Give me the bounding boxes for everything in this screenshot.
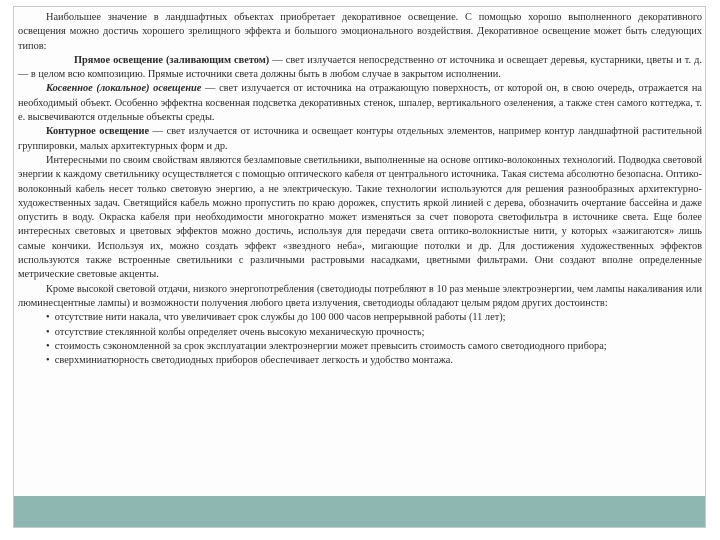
paragraph-fiber-optics: Интересными по своим свойствам являются безламповые светильники, выполненные на основе оптико-волоконных технологий. Подводка световой энергии к каждому светильнику осуществляется с помощью оптического кабеля от центрального источника. Такая система абсолютно безопасна. Оптико-волоконный кабель несет только световую энергию, а не электрическую. Такие технологии используются для решения разнообразных архитектурно-художественных задач. Светящийся кабель можно пропустить по краю дорожек, спустить яркой линией с дерева, обозначить очертание бассейна и даже опустить в воду. Окраска кабеля при необходимости многократно может изменяться за счет поворота светофильтра в источнике света. Еще более интересных световых и цветовых эффектов можно достичь, используя для передачи света оптико-волокнистые нити, у которых «зажигаются» лишь самые кончики. Используя их, можно создать эффект «звездного неба», мигающие потолки и др. Для достижения художественных эффектов используются также встроенные светильники с различными растровыми насадками, цветными фильтрами. Они создают вполне определенные метрические световые акценты.	[18, 154, 702, 281]
list-item: • отсутствие стеклянной колбы определяет очень высокую механическую прочность;	[46, 326, 425, 338]
bullet-icon: •	[46, 355, 50, 367]
document-page	[13, 6, 706, 528]
paragraph-direct-lighting: Прямое освещение (заливающим светом) — свет излучается непосредственно от источника и освещает деревья, кустарники, цветы и т. д. — в целом всю композицию. Прямые источники света должны быть в любом случае в закрытом исполнении.	[18, 54, 702, 81]
bullet-icon: •	[46, 312, 50, 324]
term-contour-lighting: Контурное освещение	[46, 126, 150, 138]
term-indirect-lighting: Косвенное (локальное) освещение	[46, 83, 202, 95]
list-item: • отсутствие нити накала, что увеличивает срок службы до 100 000 часов непрерывной работы (11 лет);	[46, 312, 506, 324]
list-item: • стоимость сэкономленной за срок эксплуатации электроэнергии может превысить стоимость самого светодиодного прибора;	[46, 340, 607, 352]
footer-bar	[14, 496, 705, 527]
paragraph-intro: Наибольшее значение в ландшафтных объектах приобретает декоративное освещение. С помощью хорошо выполненного декоративного освещения можно достичь хорошего зрелищного эффекта и большого эмоционального воздействия. Декоративное освещение может быть следующих типов:	[18, 12, 702, 52]
bullet-icon: •	[46, 340, 50, 352]
paragraph-led-advantages: Кроме высокой световой отдачи, низкого энергопотребления (светодиоды потребляют в 10 раз меньше электроэнергии, чем лампы накаливания или люминесцентные лампы) и возможности получения любого цвета излучения, светодиоды обладают целым рядом других достоинств:	[18, 283, 702, 309]
list-item: • сверхминиатюрность светодиодных приборов обеспечивает легкость и удобство монтажа.	[46, 355, 453, 367]
bullet-icon: •	[46, 326, 50, 338]
paragraph-indirect-lighting: Косвенное (локальное) освещение — свет излучается от источника на отражающую поверхность, от которой он, в свою очередь, отражается на необходимый объект. Особенно эффектна косвенная подсветка декоративных стенок, шпалер, вертикального озеленения, а также стен самого коттеджа, т. е. высвечиваются отдельные объекты среды.	[18, 83, 702, 124]
body-text	[18, 11, 702, 368]
term-direct-lighting: Прямое освещение (заливающим светом)	[74, 54, 270, 66]
paragraph-contour-lighting: Контурное освещение — свет излучается от источника и освещает контуры отдельных элементов, например контур ландшафтной растительной группировки, малых архитектурных форм и др.	[18, 126, 702, 152]
